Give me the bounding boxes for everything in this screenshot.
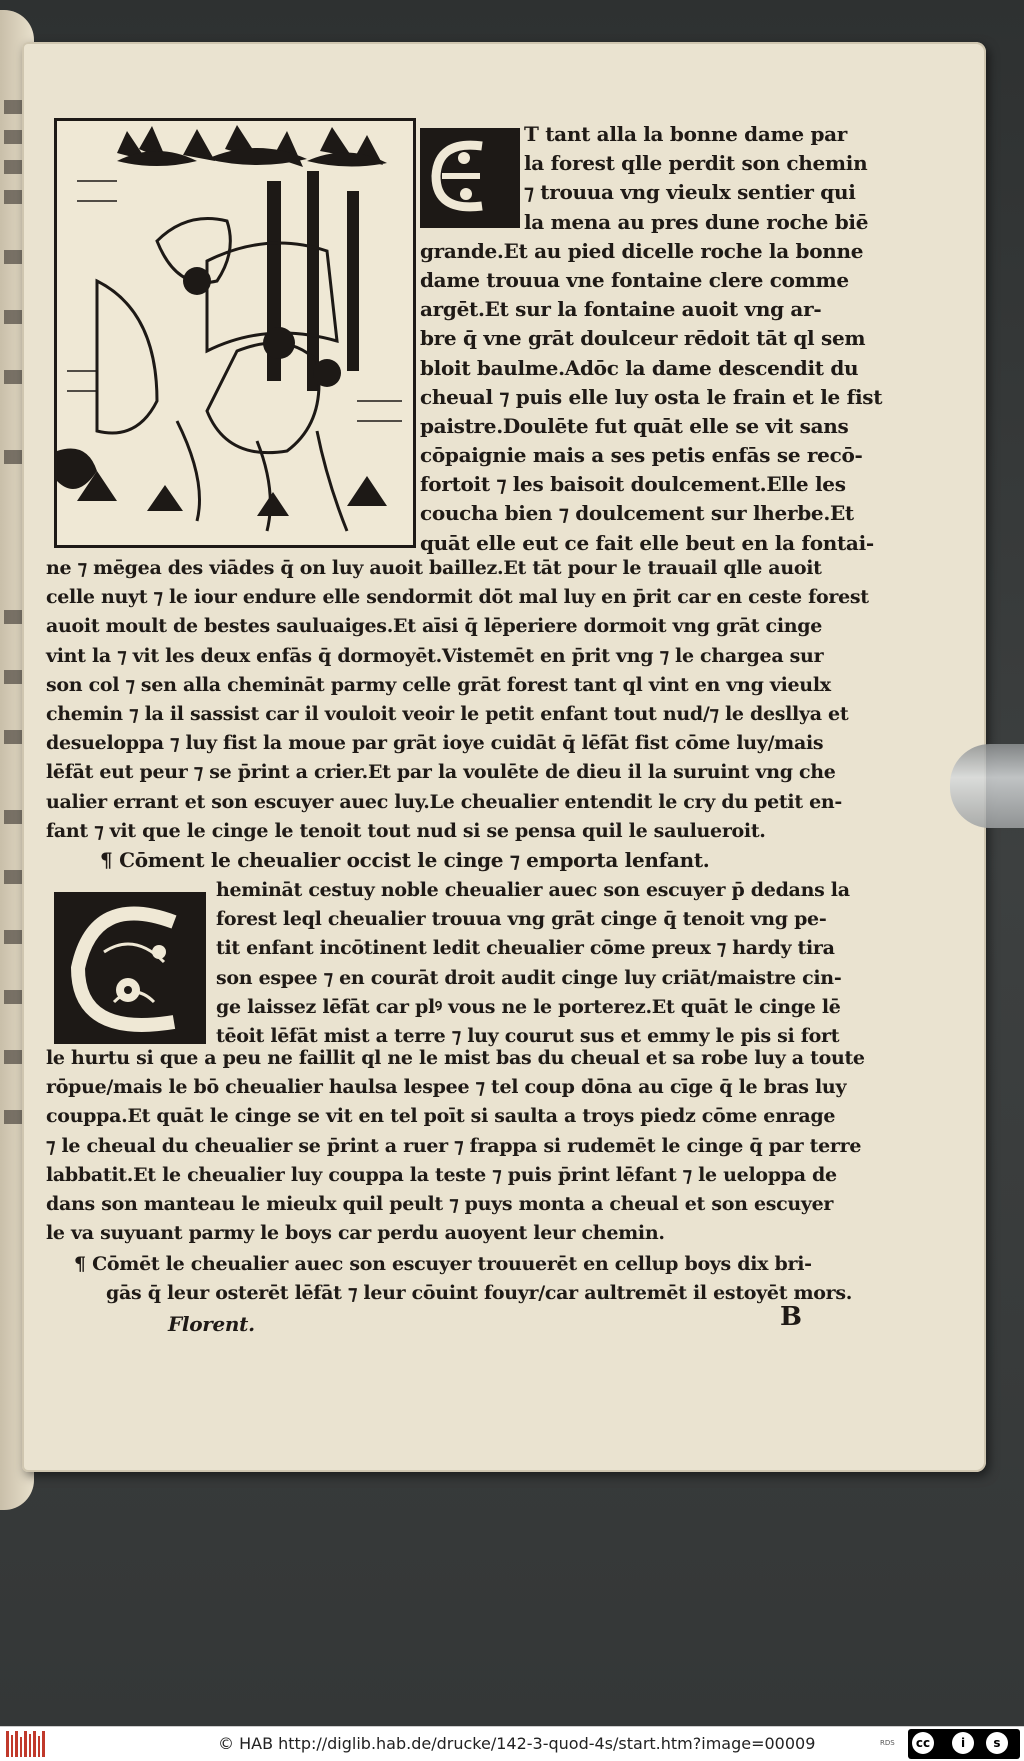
text-line: labbatit.Et le cheualier luy couppa la teste ⁊ puis p̄rint lēfant ⁊ le ueloppa de	[46, 1163, 837, 1186]
text-block-3	[216, 876, 850, 1051]
rubric-line: ¶ Cōment le cheualier occist le cinge ⁊ emporta lenfant.	[100, 848, 710, 872]
text-line: dans son manteau le mieulx quil peult ⁊ puys monta a cheual et son escuyer	[46, 1192, 834, 1215]
catchword: Florent.	[168, 1312, 255, 1336]
text-line: fortoit ⁊ les baisoit doulcement.Elle les	[420, 472, 846, 497]
initial-c-image	[54, 892, 206, 1044]
cc-icon: cc	[912, 1732, 934, 1754]
text-line: coucha bien ⁊ doulcement sur lherbe.Et	[420, 501, 854, 526]
text-line: la mena au pres dune roche biē	[524, 209, 869, 234]
text-line: rōpue/mais le bō cheualier haulsa lespee ⁊ tel coup dōna au cīge q̄ le bras luy	[46, 1076, 847, 1099]
page-clip	[950, 744, 1024, 828]
text-line: ualier errant et son escuyer auec luy.Le cheualier entendit le cry du petit en-	[46, 790, 843, 813]
text-line: bloit baulme.Adōc la dame descendit du	[420, 355, 859, 380]
text-line: cheual ⁊ puis elle luy osta le frain et le fist	[420, 384, 883, 409]
text-line: forest leql cheualier trouua vng grāt cinge q̄ tenoit vng pe-	[216, 908, 827, 931]
decorated-initial-c	[54, 892, 206, 1044]
text-block-2	[46, 554, 869, 846]
text-line: son espee ⁊ en courāt droit audit cinge luy criāt/maistre cin-	[216, 966, 842, 989]
footer-bar	[0, 1726, 1024, 1761]
text-line: fant ⁊ vit que le cinge le tenoit tout nud si se pensa quil le saulueroit.	[46, 819, 766, 842]
rubric-line: ¶ Cōmēt le cheualier auec son escuyer trouuerēt en cellup boys dix bri-	[74, 1253, 812, 1275]
rubric-line: gās q̄ leur osterēt lēfāt ⁊ leur cōuint fouyr/car aultremēt il estoyēt mors.	[106, 1282, 853, 1305]
text-line: bre q̄ vne grāt doulceur rēdoit tāt ql sem	[420, 326, 866, 351]
text-line: lēfāt eut peur ⁊ se p̄rint a crier.Et par la voulēte de dieu il la suruint vng che	[46, 761, 836, 784]
text-line: celle nuyt ⁊ le iour endure elle sendormit dōt mal luy en p̄rit car en ceste forest	[46, 586, 869, 609]
rubric-heading-1	[100, 846, 709, 875]
hab-logo-icon	[6, 1731, 46, 1757]
text-line: la forest qlle perdit son chemin	[524, 151, 868, 176]
signature-mark: B	[780, 1302, 802, 1332]
text-line: T tant alla la bonne dame par	[524, 122, 848, 146]
image-url-text[interactable]: © HAB http://diglib.hab.de/drucke/142-3-quod-4s/start.htm?image=00009	[218, 1734, 816, 1753]
woodcut-illustration	[54, 118, 416, 548]
sa-icon: s	[986, 1732, 1008, 1754]
text-line: ⁊ trouua vng vieulx sentier qui	[524, 180, 856, 205]
rubric-heading-2	[74, 1250, 852, 1308]
text-line: auoit moult de bestes sauluaiges.Et aīsi q̄ lēperiere dormoit vng grāt cinge	[46, 615, 823, 638]
by-icon: i	[952, 1732, 974, 1754]
text-line: couppa.Et quāt le cinge se vit en tel poīt si saulta a troys piedz cōme enrage	[46, 1105, 836, 1128]
woodcut-image	[57, 121, 407, 539]
cc-by-sa-badge[interactable]	[908, 1729, 1020, 1759]
text-line: argēt.Et sur la fontaine auoit vng ar-	[420, 297, 822, 322]
hab-logo	[6, 1731, 46, 1761]
text-line: grande.Et au pied dicelle roche la bonne	[420, 238, 864, 263]
text-line: dame trouua vne fontaine clere comme	[420, 267, 849, 292]
text-line: le va suyuant parmy le boys car perdu auoyent leur chemin.	[46, 1222, 665, 1245]
text-line: hemināt cestuy noble cheualier auec son escuyer p̄ dedans la	[216, 879, 850, 901]
text-line: ge laissez lēfāt car plꝰ vous ne le porterez.Et quāt le cinge lē	[216, 995, 841, 1018]
text-block-4	[46, 1044, 865, 1248]
text-line: vint la ⁊ vit les deux enfās q̄ dormoyēt.Vistemēt en p̄rit vng ⁊ le chargea sur	[46, 644, 824, 667]
text-line: desueloppa ⁊ luy fist la moue par grāt ioye cuidāt q̄ lēfāt fist cōme luy/mais	[46, 732, 824, 755]
text-block-1	[420, 120, 882, 558]
text-line: tit enfant incōtinent ledit cheualier cōme preux ⁊ hardy tira	[216, 937, 835, 960]
text-line: ⁊ le cheual du cheualier se p̄rint a ruer ⁊ frappa si rudemēt le cinge q̄ par terre	[46, 1134, 862, 1157]
text-line: tēoit lēfāt mist a terre ⁊ luy courut sus et emmy le pis si fort	[216, 1024, 840, 1047]
text-line: ne ⁊ mēgea des viādes q̄ on luy auoit baillez.Et tāt pour le trauail qlle auoit	[46, 557, 822, 579]
text-line: chemin ⁊ la il sassist car il vouloit veoir le petit enfant tout nud/⁊ le desllya et	[46, 702, 849, 725]
footer-small-text: RDS	[880, 1739, 895, 1747]
text-line: son col ⁊ sen alla chemināt parmy celle grāt forest tant ql vint en vng vieulx	[46, 673, 831, 696]
text-line: paistre.Doulēte fut quāt elle se vit sans	[420, 413, 849, 438]
text-line: cōpaignie mais a ses petis enfās se recō-	[420, 443, 863, 468]
text-line: quāt elle eut ce fait elle beut en la fontai-	[420, 530, 874, 555]
text-line: le hurtu si que a peu ne faillit ql ne le mist bas du cheual et sa robe luy a toute	[46, 1047, 865, 1069]
